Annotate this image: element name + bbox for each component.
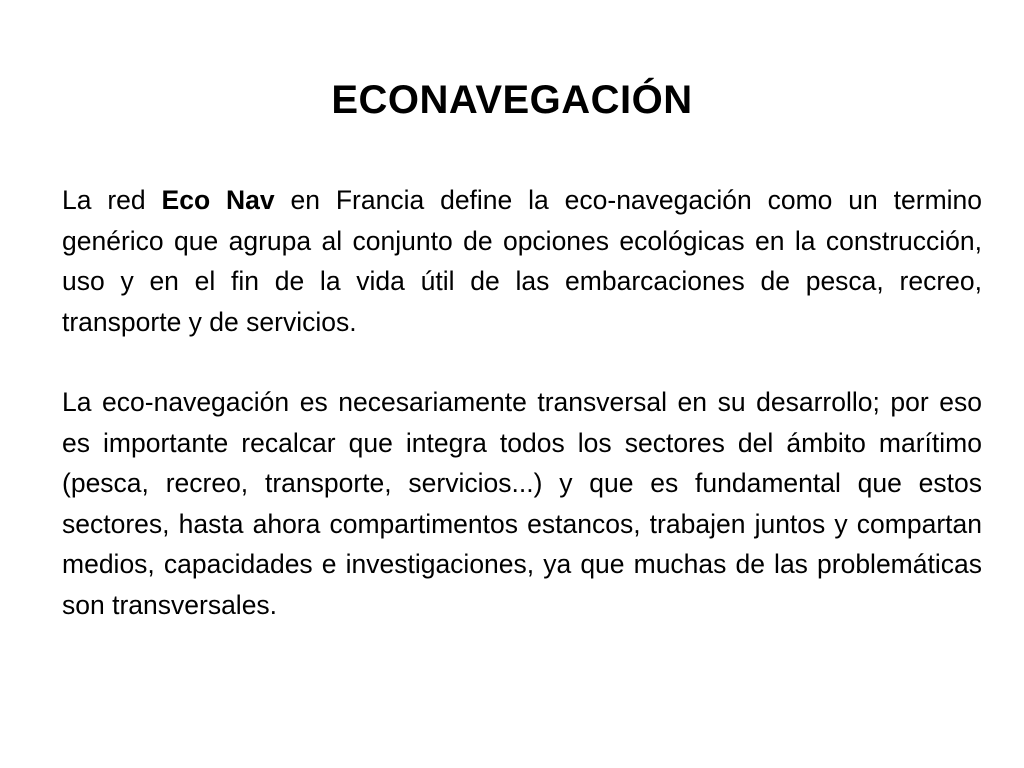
paragraph-transversal: La eco-navegación es necesariamente transversal en su desarrollo; por eso es importante recalcar que integra todos los sectores del ámbito marítimo (pesca, recreo, transporte, servicios...) y que es fundamental que estos sectores, hasta ahora compartimentos estancos, trabajen juntos y compartan medios, capacidades e investigaciones, ya que muchas de las problemáticas son transversales. [62, 387, 982, 620]
paragraph-eco-nav-definition [62, 180, 982, 342]
slide-title: ECONAVEGACIÓN [331, 78, 693, 122]
slide-body [62, 180, 982, 625]
paragraph1-suffix: en Francia define la eco-navegación como un termino genérico que agrupa al conjunto de opciones ecológicas en la construcción, uso y en el fin de la vida útil de las embarcaciones de pesca, recreo, transporte y de servicios. [62, 185, 983, 337]
eco-nav-bold-term: Eco Nav [161, 185, 275, 215]
paragraph1-prefix: La red [62, 185, 162, 215]
